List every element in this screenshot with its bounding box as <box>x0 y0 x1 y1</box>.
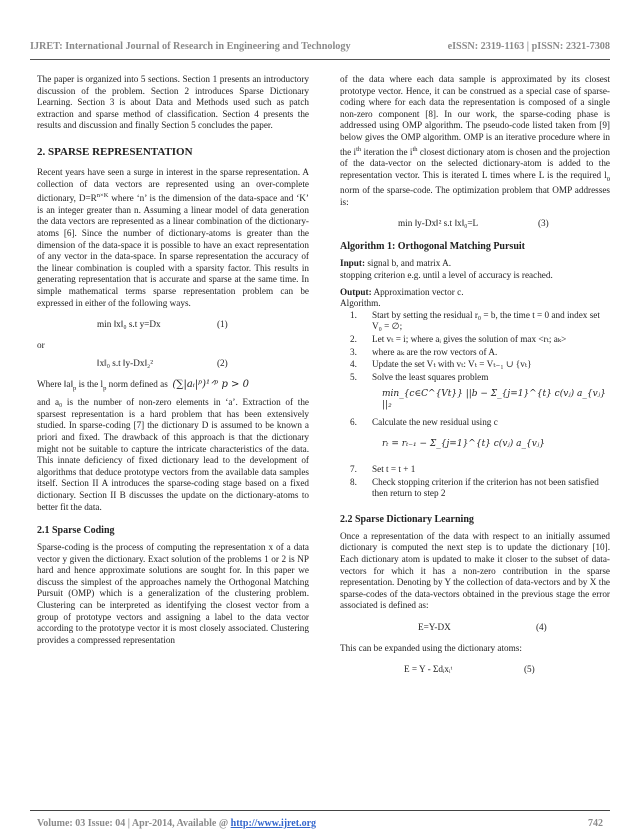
r-paragraph-1 <box>340 74 610 208</box>
page-number: 742 <box>588 818 603 829</box>
r-p1-a: of the data where each data sample is approximated by its closest prototype vector. Hence, it can be construed as a special case of sparse-coding where for each data the representation is composed of a single non-zero component [8]. In our work, the sparse-coding phase is addressed using OMP algorithm. The pseudo-code listed taken from [9] below gives the OMP algorithm. OMP is an iterative procedure where in the i <box>340 74 610 157</box>
alg-step <box>340 417 610 429</box>
eq4-number: (4) <box>536 621 547 632</box>
where-c: norm defined as <box>106 378 168 389</box>
s2-p1-sup: n×K <box>96 192 109 200</box>
left-column <box>37 74 309 655</box>
eq2-number: (2) <box>217 357 228 368</box>
eq5-number: (5) <box>524 664 535 675</box>
step-text: Let vₜ = i; where aᵢ gives the solution of max <rₜ; aₖ> <box>372 333 567 344</box>
right-column <box>340 74 610 685</box>
page-header <box>30 41 610 53</box>
or-text: or <box>37 340 45 351</box>
step-text: Solve the least squares problem <box>372 371 489 382</box>
s22-paragraph-1: Once a representation of the data with respect to an initially assumed dictionary is computed the next step is to update the dictionary [10]. Each dictionary atom is updated to make it closer to the subset of data-vectors for which it has a non-zero contribution in the sparse representation. Denoting by Y the collection of data-vectors and by X the sparse-codes of the data-vectors obtained in the previous stage the error associated is defined as: <box>340 530 610 611</box>
alg-step <box>340 359 610 371</box>
where-sub: p <box>73 384 77 392</box>
equation-3 <box>340 217 610 229</box>
eq1-expr: min ‖x‖₀ s.t y=Dx <box>97 319 161 330</box>
step-text: Calculate the new residual using c <box>372 417 498 428</box>
alg-step <box>340 477 610 500</box>
footer-rule <box>30 810 610 811</box>
step-number: 3. <box>350 346 357 357</box>
s2-p1-a: Recent years have seen a surge in interest in the sparse representation. A collection of data vectors are represented using an over-complete dictionary, D=R <box>37 166 309 204</box>
step-text: Set t = t + 1 <box>372 463 416 474</box>
step-text: where aₖ are the row vectors of A. <box>372 346 498 357</box>
alg-step <box>340 372 610 384</box>
algorithm-1-heading: Algorithm 1: Orthogonal Matching Pursuit <box>340 241 525 253</box>
footer-left <box>37 818 316 829</box>
alg-step <box>340 310 610 333</box>
eq4-expr: E=Y-DX <box>418 621 451 632</box>
input-label: Input: <box>340 258 366 269</box>
r-p1-d: norm of the sparse-code. The optimization problem that OMP addresses is: <box>340 185 610 207</box>
eq3-number: (3) <box>538 218 549 229</box>
journal-title: IJRET: International Journal of Research in Engineering and Technology <box>30 41 351 52</box>
step-number: 7. <box>350 463 357 474</box>
r-p1-sup: th <box>356 145 362 153</box>
alg-algorithm-label: Algorithm. <box>340 298 381 309</box>
equation-2 <box>37 357 309 369</box>
algorithm-steps-a <box>340 310 610 384</box>
equation-5 <box>340 663 610 675</box>
eq3-expr: min ‖y-Dx‖² s.t ‖x‖₀=L <box>398 218 479 229</box>
r-p1-c: closest dictionary atom is chosen and the projection of the data-vector on the selected dictionary-atom is added to the representation vector. This is iterated L times where L is the required l <box>340 146 610 180</box>
s2-p1-b: where ‘n’ is the dimension of the data-space and ‘K’ is an integer greater than n. Assuming a linear model of data generation the data vectors are represented as a linear combination of the dictionary-atoms [6]. Since the number of dictionary-atoms is greater than the dimension of the data-space it is possible to have an exact representation of any vector in the data-space. In sparse representation the accuracy of the linear combination is coupled with a sparsity factor. This results in generating representation that is accurate and sparse at the same time. In simple mathematical terms sparse representation problem can be expressed in either of the following ways. <box>37 193 309 308</box>
section-2-heading: 2. SPARSE REPRESENTATION <box>37 145 193 158</box>
algorithm-steps-b <box>340 464 610 500</box>
intro-paragraph: The paper is organized into 5 sections. Section 1 presents an introductory discussion of the problem. Section 2 introduces Sparse Dictionary Learning. Section 3 is about Data and Methods used such as patch extraction and sparse method of classification. Section 4 presents the results and discussion and finally Section 5 concludes the paper. <box>37 74 309 131</box>
step-number: 6. <box>350 417 357 428</box>
step-number: 4. <box>350 359 357 370</box>
step-number: 5. <box>350 371 357 382</box>
footer-volume: Volume: 03 Issue: 04 | Apr-2014, Available @ <box>37 818 231 829</box>
step-number: 2. <box>350 333 357 344</box>
r-p1-sub: 0 <box>606 175 610 183</box>
s22-paragraph-2: This can be expanded using the dictionary atoms: <box>340 642 522 653</box>
where-b: is the l <box>76 378 104 389</box>
alg-step <box>340 334 610 346</box>
step-text: Start by setting the residual r₀ = b, the time t = 0 and index set V₀ = ∅; <box>372 309 600 332</box>
alg-input <box>340 258 610 270</box>
step-number: 1. <box>350 309 357 320</box>
norm-definition <box>37 379 309 394</box>
residual-formula: rₜ = rₜ₋₁ − Σ_{j=1}^{t} c(vⱼ) a_{vⱼ} <box>382 438 545 449</box>
least-squares-formula: min_{c∈C^{Vt}} ||b − Σ_{j=1}^{t} c(vⱼ) a_{vⱼ} ||₂ <box>382 389 606 411</box>
s2-paragraph-2: and a₀ is the number of non-zero elements in ‘a’. Extraction of the sparsest representation is a hard problem that has been extensively studied. In sparse-coding [7] the dictionary D is assumed to be known a priori and fixed. The drawback of this approach is that the dictionary might not be suitable to capture the intricate characteristics of the data. This innate deficiency of fixed dictionary lead to the development of algorithms that deduce prototype vectors from the available data samples itself. Section II A introduces the sparse-coding stage based on a fixed dictionary. Section II B discusses the update on the dictionary-atoms to better fit the data. <box>37 397 309 512</box>
step-number: 8. <box>350 476 357 487</box>
step-text: Update the set Vₜ with vₜ: Vₜ = Vₜ₋₁ ∪ {vₜ} <box>372 359 532 370</box>
input-text: signal b, and matrix A. <box>365 258 452 269</box>
alg-step <box>340 464 610 476</box>
s2-paragraph-1 <box>37 167 309 309</box>
section-2-1-heading: 2.1 Sparse Coding <box>37 525 115 537</box>
equation-4 <box>340 621 610 633</box>
journal-link[interactable]: http://www.ijret.org <box>230 818 317 829</box>
r-p1-b: iteration the i <box>361 146 413 157</box>
header-rule <box>30 59 610 60</box>
equation-1 <box>37 318 309 330</box>
step-text: Check stopping criterion if the criterion has not been satisfied then return to step 2 <box>372 476 599 499</box>
eq5-expr: E = Y - Σdᵢxᵢᵗ <box>404 664 453 675</box>
alg-output <box>340 287 610 299</box>
norm-formula: (∑|aᵢ|ᵖ)¹ᐟᵖ p > 0 <box>172 378 249 390</box>
where-a: Where ‖a‖ <box>37 378 74 389</box>
eq2-expr: ‖x‖₀ s.t ‖y-Dx‖₂² <box>97 357 153 368</box>
output-text: Approximation vector c. <box>371 286 464 297</box>
algorithm-step-6 <box>340 417 610 429</box>
eq1-number: (1) <box>217 319 228 330</box>
issn: eISSN: 2319-1163 | pISSN: 2321-7308 <box>447 41 610 52</box>
alg-step <box>340 347 610 359</box>
output-label: Output: <box>340 286 372 297</box>
section-2-2-heading: 2.2 Sparse Dictionary Learning <box>340 513 474 525</box>
where-sub2: p <box>103 384 107 392</box>
r-p1-sup2: th <box>412 145 418 153</box>
alg-stopping: stopping criterion e.g. until a level of accuracy is reached. <box>340 270 553 281</box>
s21-paragraph-1: Sparse-coding is the process of computing the representation x of a data vector y given the dictionary. Exact solution of the problems 1 or 2 is NP hard and hence approximate solutions are sought for. In this paper we discuss the simplest of the approaches namely the Orthogonal Matching Pursuit (OMP) which is a generalization of the clustering problem. Clustering can be interpreted as identifying the closest vector from a group of prototype vectors and assigning a label to the data vector according to the prototype vector it is most closely associated. Clustering provides a compressed representation <box>37 542 309 645</box>
